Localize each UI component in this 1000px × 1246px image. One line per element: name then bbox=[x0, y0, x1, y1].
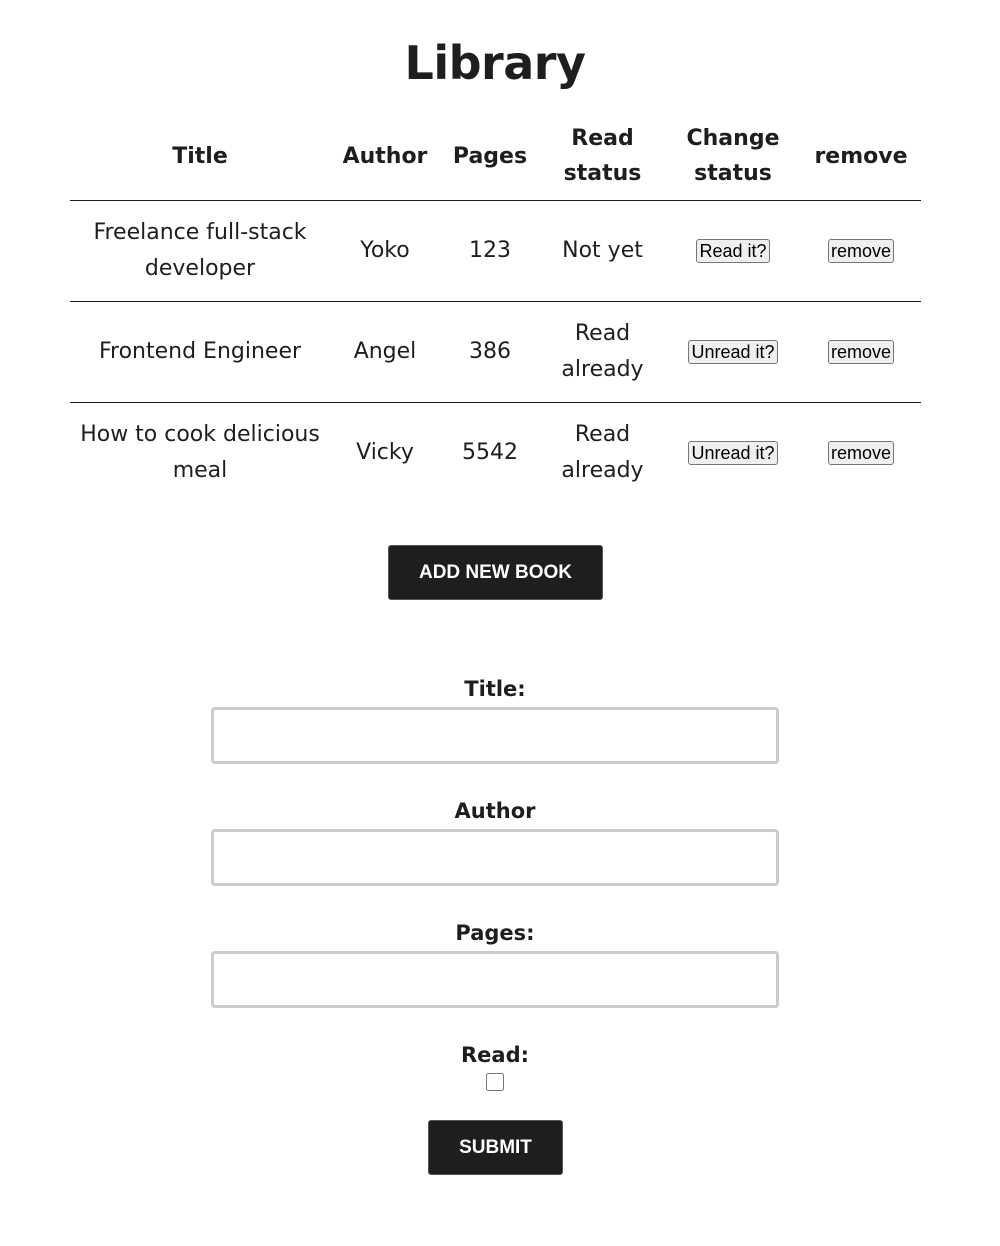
book-title: How to cook delicious meal bbox=[80, 422, 320, 483]
book-read-status: Not yet bbox=[540, 201, 665, 302]
header-title: Title bbox=[70, 112, 330, 201]
table-row bbox=[70, 302, 921, 403]
book-title: Frontend Engineer bbox=[70, 302, 330, 403]
book-author: Angel bbox=[330, 302, 440, 403]
remove-cell bbox=[801, 302, 921, 403]
book-title: Freelance full-stack developer bbox=[70, 201, 330, 302]
remove-cell bbox=[801, 403, 921, 504]
table-row bbox=[70, 403, 921, 504]
header-change-status: Change status bbox=[665, 112, 801, 201]
header-read-status: Read status bbox=[540, 112, 665, 201]
author-input[interactable] bbox=[211, 829, 779, 886]
header-author: Author bbox=[330, 112, 440, 201]
title-label: Title: bbox=[464, 677, 526, 701]
book-pages: 386 bbox=[440, 302, 540, 403]
read-checkbox[interactable] bbox=[486, 1073, 504, 1091]
add-new-book-button[interactable]: ADD NEW BOOK bbox=[388, 545, 603, 600]
book-pages: 5542 bbox=[462, 440, 518, 465]
pages-input[interactable] bbox=[211, 951, 779, 1008]
remove-button[interactable]: remove bbox=[828, 441, 894, 465]
change-status-button[interactable]: Unread it? bbox=[688, 441, 777, 465]
book-read-status: Read already bbox=[540, 302, 665, 403]
table-row bbox=[70, 201, 921, 302]
pages-label: Pages: bbox=[455, 921, 535, 945]
header-remove: remove bbox=[801, 112, 921, 201]
book-author: Vicky bbox=[356, 440, 414, 465]
title-input[interactable] bbox=[211, 707, 779, 764]
table-header-row bbox=[70, 112, 921, 201]
book-read-status: Read already bbox=[561, 422, 644, 483]
book-pages: 123 bbox=[440, 201, 540, 302]
change-status-cell bbox=[665, 201, 801, 302]
change-status-cell bbox=[665, 403, 801, 504]
change-status-cell bbox=[665, 302, 801, 403]
read-label: Read: bbox=[460, 1043, 529, 1067]
change-status-button[interactable]: Read it? bbox=[696, 239, 769, 263]
header-pages: Pages bbox=[440, 112, 540, 201]
author-label: Author bbox=[454, 799, 536, 823]
change-status-button[interactable]: Unread it? bbox=[688, 340, 777, 364]
library-table bbox=[70, 112, 921, 503]
remove-cell bbox=[801, 201, 921, 302]
submit-button[interactable]: SUBMIT bbox=[428, 1120, 563, 1175]
remove-button[interactable]: remove bbox=[828, 340, 894, 364]
page-title: Library bbox=[404, 36, 586, 90]
book-author: Yoko bbox=[330, 201, 440, 302]
remove-button[interactable]: remove bbox=[828, 239, 894, 263]
